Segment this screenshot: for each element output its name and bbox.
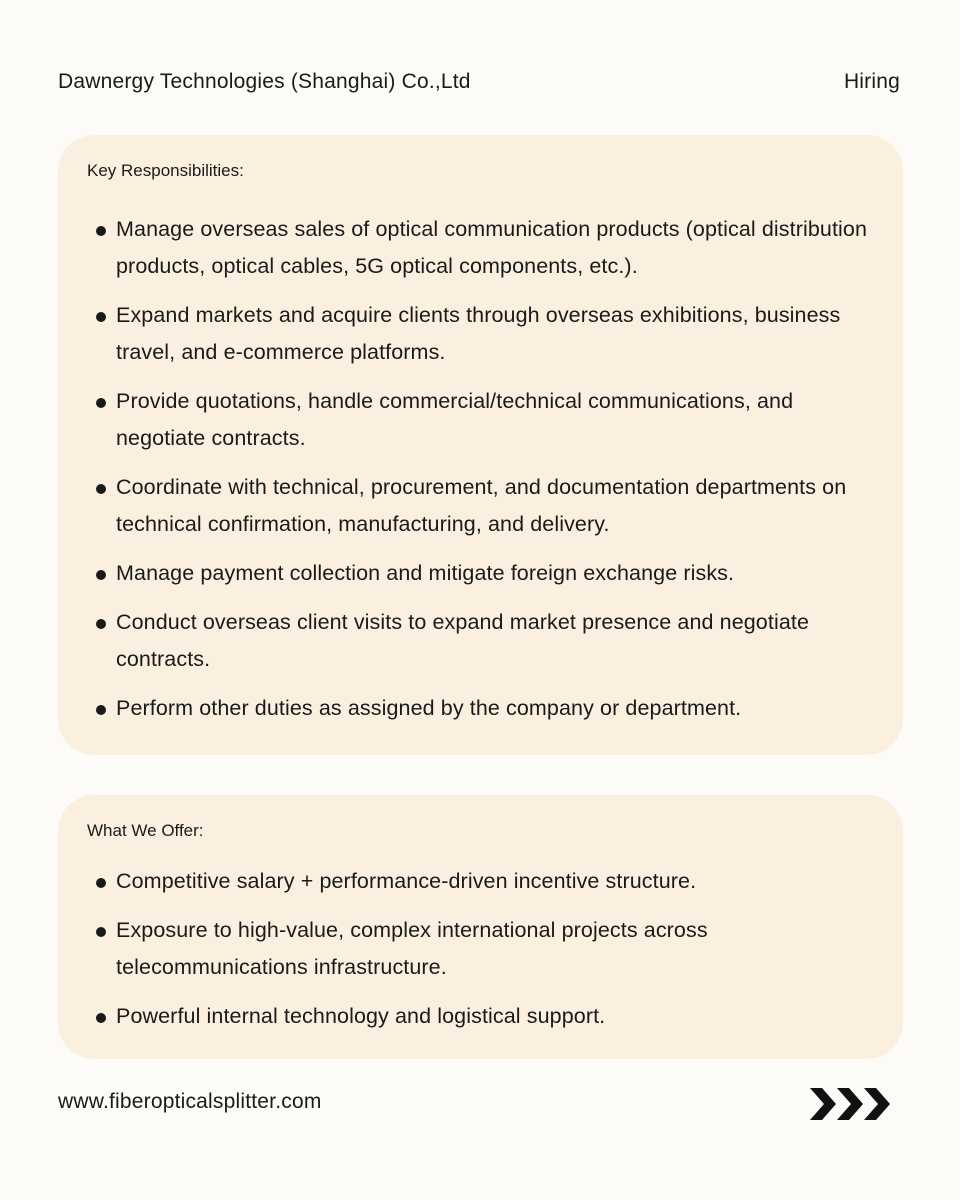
list-item-text: Manage payment collection and mitigate foreign exchange risks. (116, 561, 735, 585)
list-item (87, 690, 873, 727)
list-item (87, 297, 873, 371)
bullet-icon (96, 398, 106, 408)
website-url[interactable]: www.fiberopticalsplitter.com (58, 1090, 322, 1113)
list-item-text: Expand markets and acquire clients through overseas exhibitions, business travel, and e-commerce platforms. (116, 303, 841, 364)
list-item (87, 912, 873, 986)
list-item-text: Competitive salary + performance-driven incentive structure. (116, 869, 697, 893)
bullet-icon (96, 619, 106, 629)
responsibilities-card (58, 135, 903, 755)
list-item (87, 469, 873, 543)
list-item (87, 863, 873, 900)
hiring-label: Hiring (843, 70, 900, 93)
offer-card (58, 795, 903, 1059)
bullet-icon (96, 226, 106, 236)
bullet-icon (96, 570, 106, 580)
bullet-icon (96, 927, 106, 937)
bullet-icon (96, 484, 106, 494)
list-item-text: Coordinate with technical, procurement, and documentation departments on technical confirmation, manufacturing, and delivery. (116, 475, 847, 536)
list-item (87, 998, 873, 1035)
list-item-text: Provide quotations, handle commercial/technical communications, and negotiate contracts. (116, 389, 794, 450)
bullet-icon (96, 312, 106, 322)
offer-list (87, 863, 873, 1035)
header (58, 70, 900, 94)
list-item (87, 555, 873, 592)
bullet-icon (96, 878, 106, 888)
list-item (87, 211, 873, 285)
triple-chevron-right-icon[interactable] (810, 1088, 894, 1120)
responsibilities-title: Key Responsibilities: (87, 161, 244, 180)
list-item-text: Powerful internal technology and logistical support. (116, 1004, 606, 1028)
list-item-text: Perform other duties as assigned by the company or department. (116, 696, 742, 720)
offer-title: What We Offer: (87, 821, 204, 840)
bullet-icon (96, 1013, 106, 1023)
list-item (87, 383, 873, 457)
list-item (87, 604, 873, 678)
list-item-text: Manage overseas sales of optical communication products (optical distribution products, optical cables, 5G optical components, etc.). (116, 217, 868, 278)
company-name: Dawnergy Technologies (Shanghai) Co.,Ltd (58, 70, 471, 93)
bullet-icon (96, 705, 106, 715)
responsibilities-list (87, 211, 873, 727)
list-item-text: Conduct overseas client visits to expand market presence and negotiate contracts. (116, 610, 810, 671)
list-item-text: Exposure to high-value, complex international projects across telecommunications infrastructure. (116, 918, 708, 979)
